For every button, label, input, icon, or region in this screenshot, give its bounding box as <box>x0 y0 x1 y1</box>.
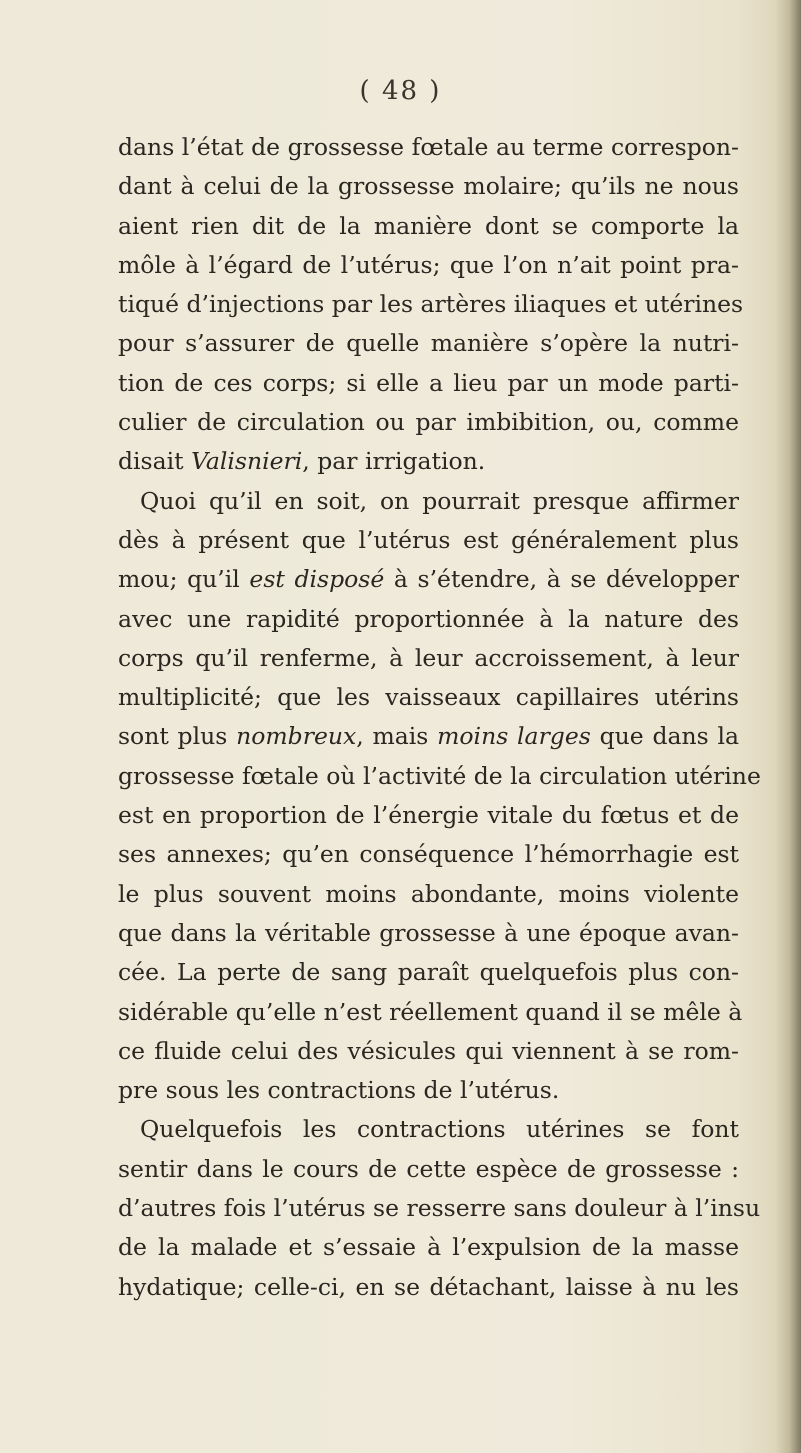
text-line <box>118 207 739 246</box>
text-segment: de la malade et s’essaie à l’expulsion de la masse <box>118 1233 739 1262</box>
text-segment: , par irrigation. <box>302 447 486 476</box>
text-line <box>118 128 739 167</box>
text-segment: disait <box>118 447 192 476</box>
text-segment: que dans la véritable grossesse à une époque avan- <box>118 918 739 947</box>
text-segment: , mais <box>356 722 438 751</box>
text-segment: pour s’assurer de quelle manière s’opère la nutri- <box>118 329 739 358</box>
text-segment: d’autres fois l’utérus se resserre sans douleur à l’insu <box>118 1194 761 1223</box>
text-segment: pre sous les contractions de l’utérus. <box>118 1076 560 1105</box>
text-segment: culier de circulation ou par imbibition, ou, comme <box>118 408 739 437</box>
text-segment: dans l’état de grossesse fœtale au terme correspon- <box>118 133 739 161</box>
text-segment: môle à l’égard de l’utérus; que l’on n’ait point pra- <box>118 250 739 279</box>
text-segment: hydatique; celle-ci, en se détachant, laisse à nu les <box>118 1272 739 1301</box>
italic-text: Valisnieri <box>191 447 303 476</box>
text-line <box>118 442 739 481</box>
page-number: ( 48 ) <box>359 76 442 106</box>
text-segment: dès à présent que l’utérus est généralement plus <box>118 525 739 554</box>
text-segment: ses annexes; qu’en conséquence l’hémorrhagie est <box>118 840 739 869</box>
text-line <box>118 403 739 442</box>
text-line <box>118 364 739 403</box>
text-segment: Quoi qu’il en soit, on pourrait presque affirmer <box>140 486 739 515</box>
body-text <box>118 128 761 1307</box>
text-segment: sidérable qu’elle n’est réellement quand il se mêle à <box>118 997 743 1026</box>
text-line <box>118 482 739 521</box>
text-segment: tion de ces corps; si elle a lieu par un mode parti- <box>118 368 739 397</box>
text-segment: sont plus <box>118 722 237 751</box>
text-segment: cée. La perte de sang paraît quelquefois plus con- <box>118 958 739 987</box>
text-line <box>118 639 739 678</box>
text-line <box>118 246 739 285</box>
text-line <box>118 1150 739 1189</box>
text-line <box>118 914 739 953</box>
text-segment: à s’étendre, à se développer <box>384 565 739 594</box>
text-segment: est en proportion de l’énergie vitale du fœtus et de <box>118 801 739 830</box>
text-segment: corps qu’il renferme, à leur accroissement, à leur <box>118 643 739 672</box>
text-segment: tiqué d’injections par les artères iliaques et utérines <box>118 290 744 319</box>
text-segment: grossesse fœtale où l’activité de la circulation utérine <box>118 761 761 790</box>
text-segment: le plus souvent moins abondante, moins violente <box>118 879 739 908</box>
text-segment: avec une rapidité proportionnée à la nature des <box>118 604 739 633</box>
text-line <box>118 285 744 324</box>
text-line <box>118 1189 761 1228</box>
text-line <box>118 993 743 1032</box>
text-line <box>118 1228 739 1267</box>
text-line <box>118 1071 739 1110</box>
text-line <box>118 953 739 992</box>
text-line <box>118 1032 739 1071</box>
text-segment: mou; qu’il <box>118 565 250 594</box>
text-segment: Quelquefois les contractions utérines se font <box>140 1115 739 1144</box>
text-line <box>118 600 739 639</box>
text-line <box>118 1110 739 1149</box>
text-line <box>118 560 739 599</box>
italic-text: est disposé <box>249 565 385 594</box>
text-segment: aient rien dit de la manière dont se comporte la <box>118 211 739 240</box>
text-line <box>118 835 739 874</box>
text-line <box>118 324 739 363</box>
text-segment: ce fluide celui des vésicules qui viennent à se rom- <box>118 1036 739 1065</box>
text-segment: sentir dans le cours de cette espèce de grossesse : <box>118 1154 739 1183</box>
text-line <box>118 717 739 756</box>
text-segment: multiplicité; que les vaisseaux capillaires utérins <box>118 683 739 712</box>
text-line <box>118 678 739 717</box>
text-line <box>118 1268 739 1307</box>
text-segment: dant à celui de la grossesse molaire; qu’ils ne nous <box>118 172 739 201</box>
italic-text: moins larges <box>437 722 591 751</box>
text-line <box>118 875 739 914</box>
text-segment: que dans la <box>590 722 739 751</box>
text-line <box>118 796 739 835</box>
text-line <box>118 757 761 796</box>
text-line <box>118 167 739 206</box>
text-line <box>118 521 739 560</box>
page-edge-shadow <box>775 0 801 1453</box>
italic-text: nombreux <box>236 722 357 751</box>
